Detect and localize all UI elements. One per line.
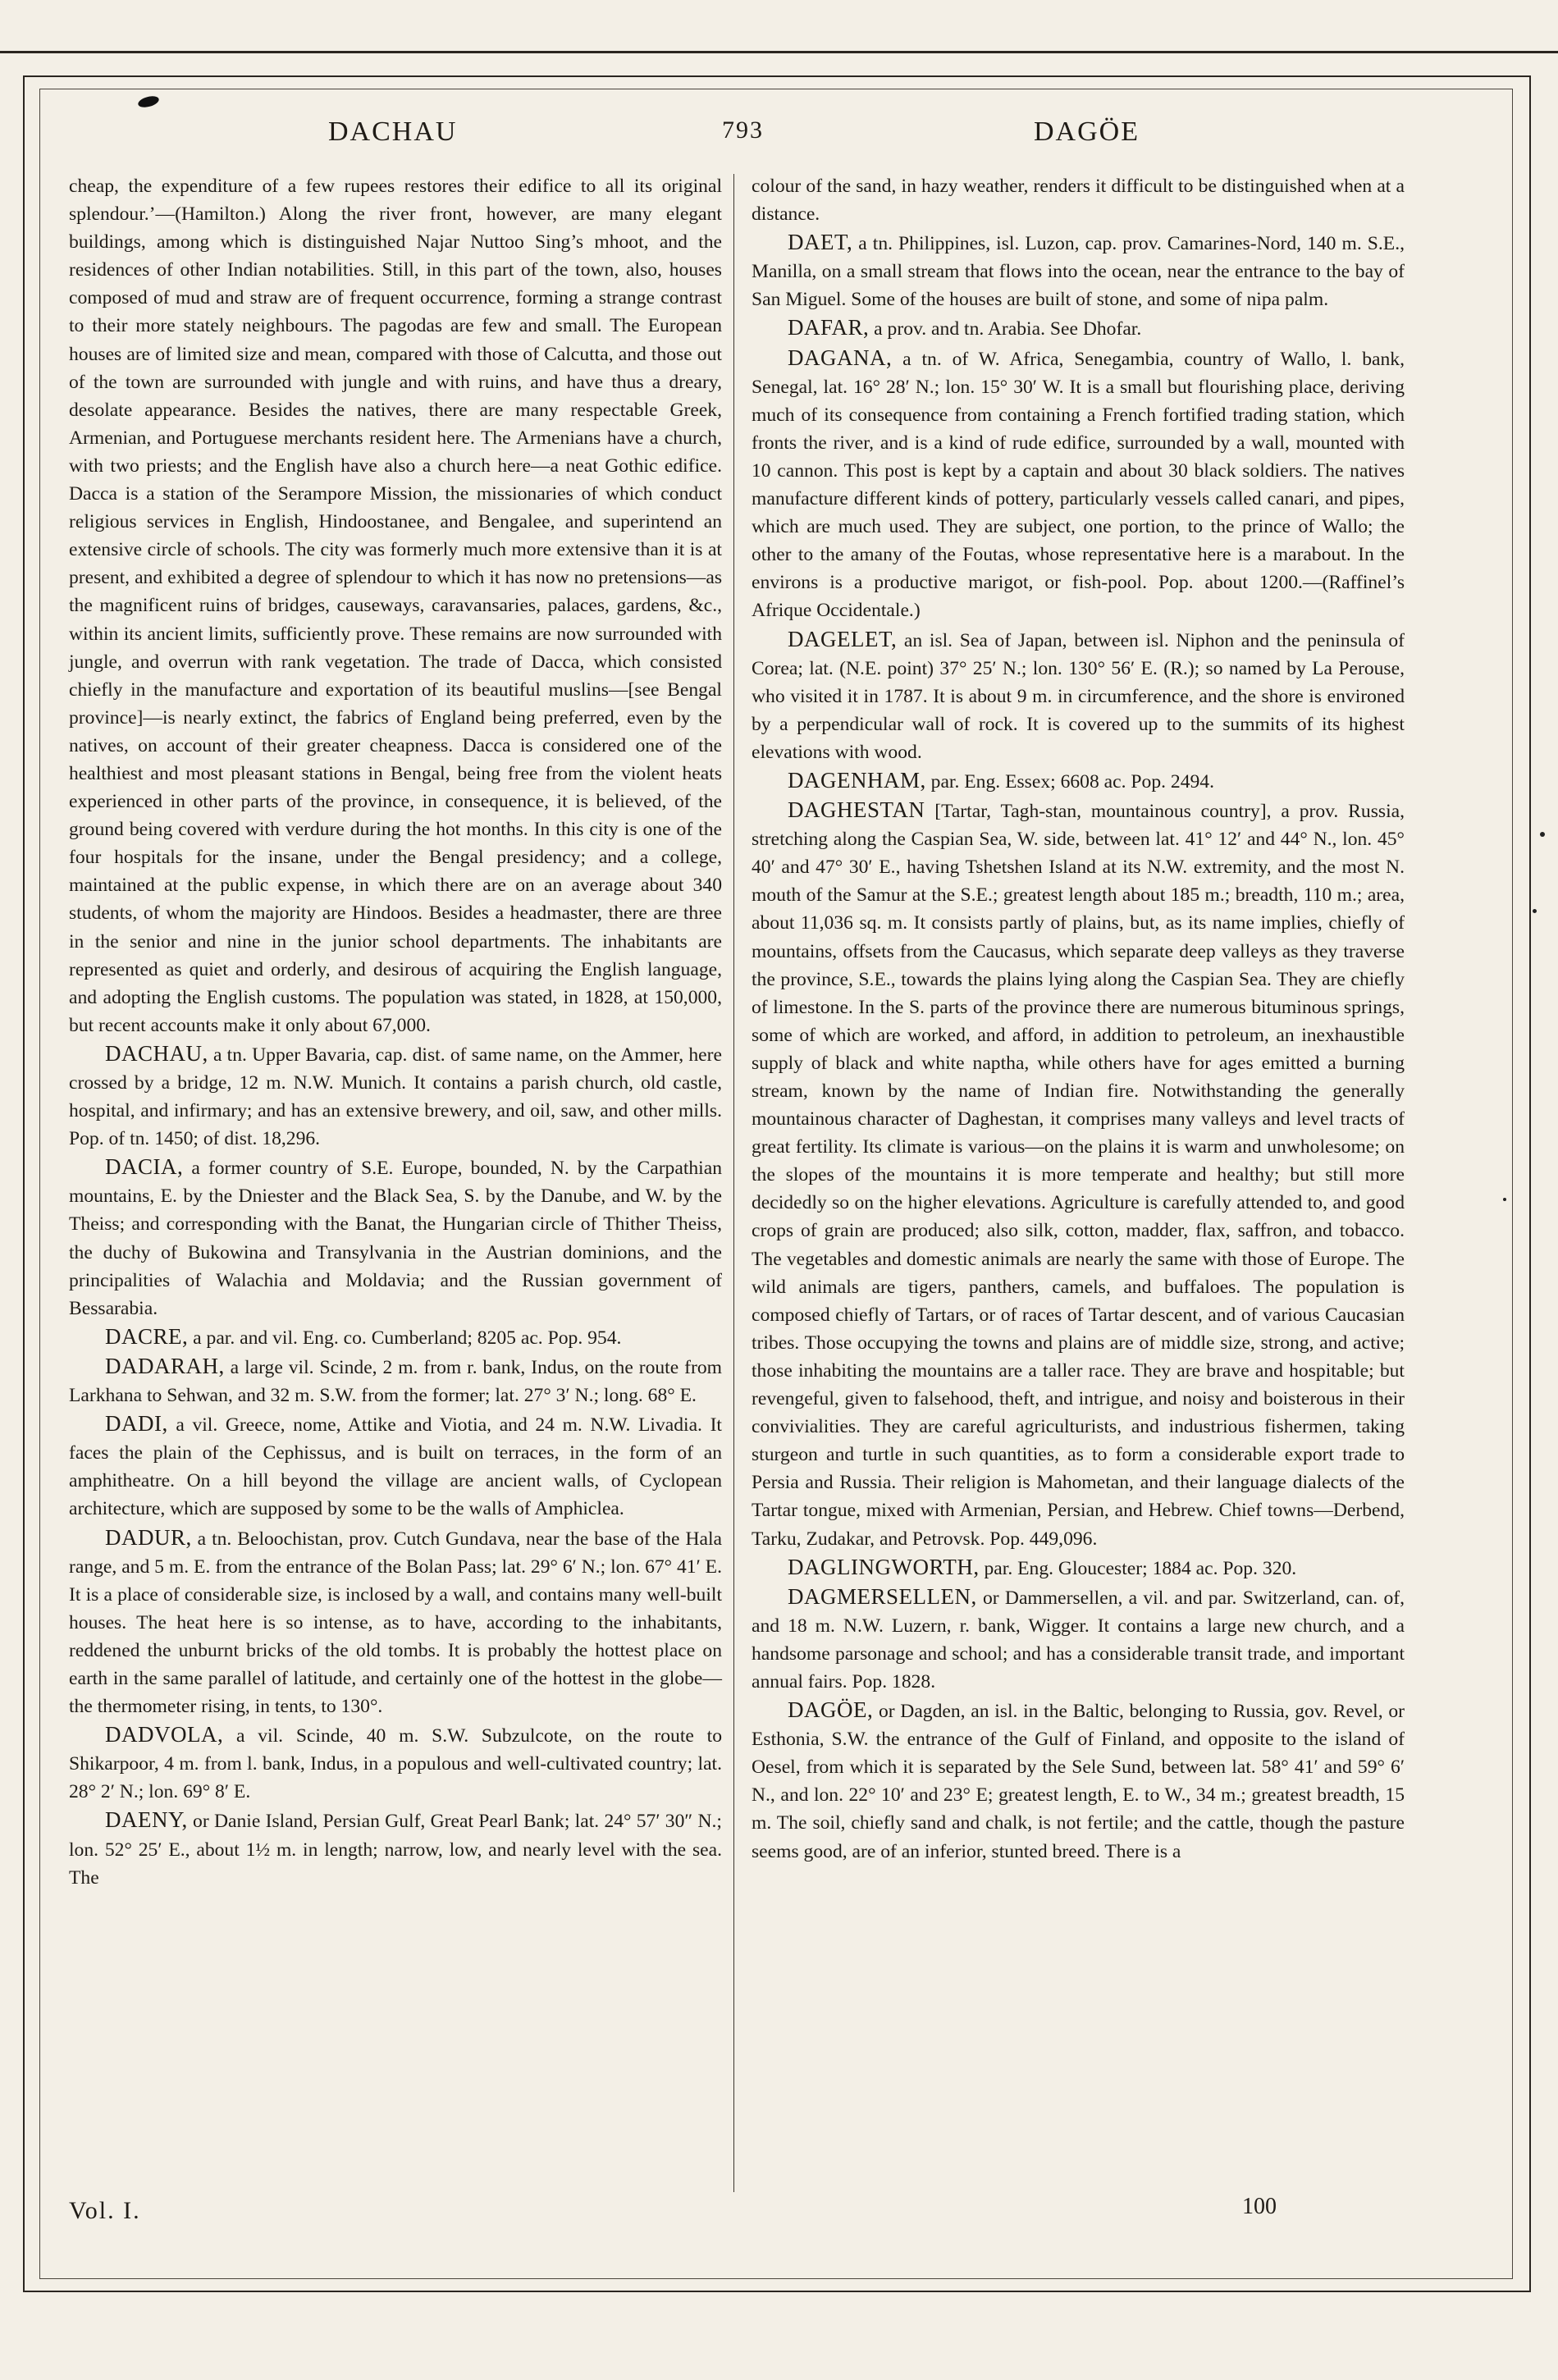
page-number: 793 [722, 116, 764, 144]
gazetteer-entry [752, 625, 1405, 766]
gazetteer-entry [752, 796, 1405, 1553]
gazetteer-entry [752, 766, 1405, 796]
signature-mark: 100 [1242, 2194, 1277, 2219]
entry-text: [Tartar, Tagh-stan, mountainous country], a prov. Russia, stretching along the Caspian Sea, W. side, between lat. 41° 12′ and 44° N., lon. 45° 40′ and 47° 30′ E., having Tshetshen Island at its N.W. extremity, and the most N. mouth of the Samur at the S.E.; greatest length about 185 m.; breadth, 110 m.; area, about 11,036 sq. m. It consists partly of plains, but, as its name implies, chiefly of mountains, offsets from the Caucasus, which separate deep valleys as they traverse the province, S.E., towards the plains lying along the Caspian Sea. They are chiefly of limestone. In the S. parts of the province there are numerous bituminous springs, some of which are worked, and afford, in addition to petroleum, an inexhaustible supply of black and white naptha, while others have for ages emitted a burning stream, known by the name of Indian fire. Notwithstanding the generally mountainous character of Daghestan, it comprises many valleys and level tracts of great fertility. Its climate is various—on the plains it is warm and unwholesome; on the slopes of the mountains it is more temperate and healthy; but still more decidedly so on the higher elevations. Agriculture is carefully attended to, and good crops of grain are produced; also silk, cotton, madder, flax, saffron, and tobacco. The vegetables and domestic animals are nearly the same with those of Europe. The wild animals are tigers, panthers, camels, and buffaloes. The population is composed chiefly of Tartars, or of races of Tartar descent, and of various Caucasian tribes. Those occupying the towns and plains are of middle size, strong, and active; those inhabiting the mountains are a taller race. They are brave and hospitable; but revengeful, given to falsehood, theft, and intrigue, and noisy and boisterous in their convivialities. They are careful agriculturists, and industrious fishermen, taking sturgeon and turtle in such quantities, as to form a considerable export trade to Persia and Russia. Their religion is Mahometan, and their language dialects of the Tartar tongue, mixed with Armenian, Persian, and Hebrew. Chief towns—Derbend, Tarku, Zudakar, and Petrovsk. Pop. 449,096. [752, 801, 1405, 1550]
entry-headword: DAGELET, [788, 626, 898, 651]
entry-headword: DAGANA, [788, 345, 893, 370]
left-column [69, 172, 722, 1892]
entry-text: a prov. and tn. Arabia. See Dhofar. [869, 318, 1142, 340]
gazetteer-entry [69, 1409, 722, 1523]
entry-text: a tn. of W. Africa, Senegambia, country of Wallo, l. bank, Senegal, lat. 16° 28′ N.; lon. 15° 30′ W. It is a small but flourishing place, deriving much of its consequence from containing a French fortified trading station, which fronts the river, and is a kind of rude edifice, surrounded by a wall, mounted with 10 cannon. This post is kept by a captain and about 30 black soldiers. The natives manufacture different kinds of pottery, particularly vessels called canari, and pipes, which are much used. They are subject, one portion, to the prince of Wallo; the other to the amany of the Foutas, whose representative here is a marabout. In the environs is a productive marigot, or fish-pool. Pop. about 1200.—(Raffinel’s Afrique Occidentale.) [752, 348, 1405, 622]
gazetteer-entry [752, 313, 1405, 343]
entry-text: a vil. Greece, nome, Attike and Viotia, and 24 m. N.W. Livadia. It faces the plain of the Cephissus, and is built on terraces, in the form of an amphitheatre. On a hill beyond the village are ancient walls, of Cyclopean architecture, which are supposed by some to be the walls of Amphiclea. [69, 1414, 722, 1520]
entry-headword: DAGHESTAN [788, 797, 925, 823]
entry-headword: DAFAR, [788, 315, 870, 340]
entry-text: par. Eng. Essex; 6608 ac. Pop. 2494. [925, 770, 1214, 793]
entry-text: a tn. Upper Bavaria, cap. dist. of same name, on the Ammer, here crossed by a bridge, 12 m. N.W. Munich. It contains a parish church, old castle, hospital, and infirmary; and has an extensive brewery, and oil, saw, and other mills. Pop. of tn. 1450; of dist. 18,296. [69, 1044, 722, 1150]
gazetteer-entry [752, 344, 1405, 625]
entry-headword: DACIA, [105, 1154, 184, 1180]
gazetteer-entry [69, 1322, 722, 1352]
entry-headword: DAGMERSELLEN, [788, 1583, 977, 1609]
gazetteer-entry [69, 1352, 722, 1409]
entry-headword: DADUR, [105, 1524, 192, 1550]
speck [1540, 832, 1545, 837]
header-left-word: DACHAU [328, 116, 458, 147]
right-column [752, 172, 1405, 1866]
gazetteer-entry [752, 1583, 1405, 1696]
continued-paragraph: colour of the sand, in hazy weather, renders it difficult to be distinguished when at a distance. [752, 176, 1405, 226]
entry-text: or Danie Island, Persian Gulf, Great Pearl Bank; lat. 24° 57′ 30″ N.; lon. 52° 25′ E., about 1½ m. in length; narrow, low, and nearly level with the sea. The [69, 1811, 722, 1889]
entry-headword: DADVOLA, [105, 1722, 224, 1747]
entry-text: par. Eng. Gloucester; 1884 ac. Pop. 320. [979, 1557, 1297, 1579]
right-entries [752, 228, 1405, 1865]
entry-text: or Dammersellen, a vil. and par. Switzerland, can. of, and 18 m. N.W. Luzern, r. bank, Wigger. It contains a large new church, and a handsome parsonage and school; and has a considerable transit trade, and important annual fairs. Pop. 1828. [752, 1587, 1405, 1692]
entry-headword: DACHAU, [105, 1040, 208, 1066]
top-rule [0, 51, 1558, 53]
entry-headword: DADI, [105, 1411, 168, 1437]
entry-text: a tn. Philippines, isl. Luzon, cap. prov. Camarines-Nord, 140 m. S.E., Manilla, on a small stream that flows into the ocean, near the entrance to the bay of San Miguel. Some of the houses are built of stone, and some of nipa palm. [752, 233, 1405, 311]
gazetteer-entry [69, 1720, 722, 1806]
entry-headword: DAGÖE, [788, 1697, 874, 1723]
entry-headword: DAGLINGWORTH, [788, 1554, 980, 1579]
gazetteer-entry [752, 1696, 1405, 1866]
entry-text: or Dagden, an isl. in the Baltic, belonging to Russia, gov. Revel, or Esthonia, S.W. the entrance of the Gulf of Finland, and opposite to the island of Oesel, from which it is separated by the Sele Sund, between lat. 58° 41′ and 59° 6′ N., and lon. 22° 10′ and 23° E; greatest length, E. to W., 34 m.; greatest breadth, 15 m. The soil, chiefly sand and chalk, is not fertile; and the cattle, though the pasture seems good, are of an inferior, stunted breed. There is a [752, 1701, 1405, 1862]
gazetteer-entry [69, 1806, 722, 1891]
volume-label: Vol. I. [69, 2197, 141, 2224]
speck [1533, 909, 1537, 913]
header-right-word: DAGÖE [1034, 116, 1140, 147]
gazetteer-entry [69, 1153, 722, 1322]
entry-headword: DADARAH, [105, 1353, 225, 1378]
entry-headword: DAGENHAM, [788, 767, 926, 793]
entry-text: a vil. Scinde, 40 m. S.W. Subzulcote, on the route to Shikarpoor, 4 m. from l. bank, Indus, in a populous and well-cultivated country; lat. 28° 2′ N.; lon. 69° 8′ E. [69, 1725, 722, 1803]
entry-headword: DAET, [788, 230, 853, 255]
running-header [49, 116, 1501, 158]
entry-text: an isl. Sea of Japan, between isl. Niphon and the peninsula of Corea; lat. (N.E. point) 37° 25′ N.; lon. 130° 56′ E. (R.); so named by La Perouse, who visited it in 1787. It is about 9 m. in circumference, and the shore is environed by a perpendicular wall of rock. It is covered up to the summits of its highest elevations with wood. [752, 629, 1405, 763]
entry-headword: DAENY, [105, 1807, 188, 1833]
entry-text: a tn. Beloochistan, prov. Cutch Gundava, near the base of the Hala range, and 5 m. E. from the entrance of the Bolan Pass; lat. 29° 6′ N.; lon. 67° 41′ E. It is a place of considerable size, is inclosed by a wall, and contains many well-built houses. The heat here is so intense, as to have, according to the inhabitants, reddened the unburnt bricks of the old tombs. It is probably the hottest place on earth in the same parallel of latitude, and certainly one of the hottest in the globe—the thermometer rising, in tents, to 130°. [69, 1528, 722, 1718]
left-entries [69, 1039, 722, 1892]
gazetteer-entry [752, 1553, 1405, 1583]
gazetteer-entry [69, 1039, 722, 1153]
entry-text: a former country of S.E. Europe, bounded, N. by the Carpathian mountains, E. by the Dniester and the Black Sea, S. by the Danube, and W. by the Theiss; and corresponding with the Banat, the Hungarian circle of Thither Theiss, the duchy of Bukowina and Transylvania in the Austrian dominions, and the principalities of Walachia and Moldavia; and the Russian government of Bessarabia. [69, 1158, 722, 1319]
entry-text: a par. and vil. Eng. co. Cumberland; 8205 ac. Pop. 954. [188, 1327, 622, 1349]
gazetteer-entry [69, 1523, 722, 1721]
gazetteer-entry [752, 228, 1405, 313]
column-divider [733, 174, 734, 2192]
entry-text: a large vil. Scinde, 2 m. from r. bank, Indus, on the route from Larkhana to Sehwan, and 32 m. S.W. from the former; lat. 27° 3′ N.; long. 68° E. [69, 1356, 722, 1407]
continued-paragraph: cheap, the expenditure of a few rupees restores their edifice to all its original splendour.’—(Hamilton.) Along the river front, however, are many elegant buildings, among which is distinguished Najar Nuttoo Sing’s mhoot, and the residences of other Indian notabilities. Still, in this part of the town, also, houses composed of mud and straw are of frequent occurrence, forming a strange contrast to their more stately neighbours. The pagodas are few and small. The European houses are of limited size and mean, compared with those of Calcutta, and those out of the town are surrounded with jungle and with ruins, and have thus a dreary, desolate appearance. Besides the natives, there are many respectable Greek, Armenian, and Portuguese merchants resident here. The Armenians have a church, with two priests; and the English have also a church here—a neat Gothic edifice. Dacca is a station of the Serampore Mission, the missionaries of which conduct religious services in English, Hindoostanee, and Bengalee, and superintend an extensive circle of schools. The city was formerly much more extensive than it is at present, and exhibited a degree of splendour to which it has now no pretensions—as the magnificent ruins of bridges, causeways, caravansaries, palaces, gardens, &c., within its ancient limits, sufficiently prove. These remains are now surrounded with jungle, and overrun with rank vegetation. The trade of Dacca, which consisted chiefly in the manufacture and exportation of its beautiful muslins—[see Bengal province]—is nearly extinct, the fabrics of England being preferred, even by the natives, on account of their greater cheapness. Dacca is considered one of the healthiest and most pleasant stations in Bengal, being free from the violent heats experienced in other parts of the province, in consequence, it is believed, of the ground being covered with verdure during the hot months. In this city is one of the four hospitals for the insane, under the Bengal presidency; and a college, maintained at the public expense, in which there are on an average about 340 students, of whom the majority are Hindoos. Besides a headmaster, there are three in the senior and nine in the junior school departments. The inhabitants are represented as quiet and orderly, and desirous of acquiring the English language, and adopting the English customs. The population was stated, in 1828, at 150,000, but recent accounts make it only about 67,000. [69, 176, 722, 1036]
entry-headword: DACRE, [105, 1323, 189, 1349]
speck [1503, 1198, 1506, 1201]
